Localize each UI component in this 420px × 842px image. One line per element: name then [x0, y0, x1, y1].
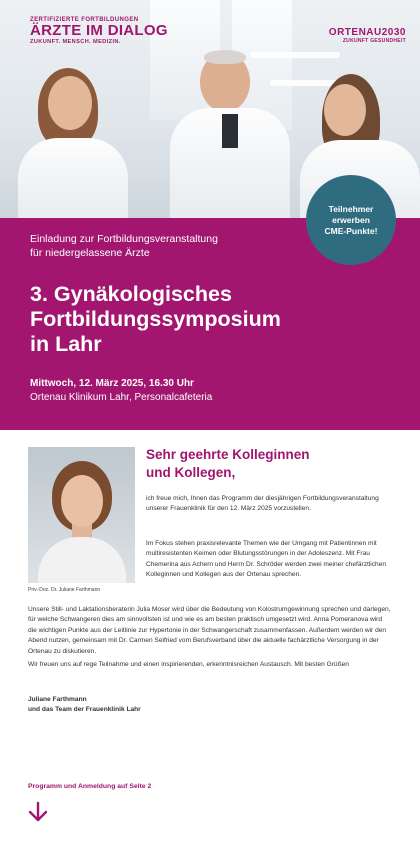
letter-paragraph: Unsere Still- und Laktationsberaterin Julia Moser wird über die Bedeutung von Kolostrumgewinnung sprechen und darlegen, für welche Schwangeren dies am sinnvollsten ist und wie es am besten praktisch umgesetzt wird. Anna Pomeranova wird die wichtigen Punkte aus der Leitlinie zur Hypertonie in der Schwangerschaft zusammenfassen. Außerdem werden wir den Abend nutzen, gemeinsam mit Dr. Carmen Seifried vom Berufsverband über die aktuelle fachärztliche Versorgung in der Ortenau zu diskutieren. — [28, 606, 391, 655]
intro-line: für niedergelassene Ärzte — [30, 247, 150, 259]
ceiling-light — [250, 52, 340, 58]
arrow-down-icon[interactable] — [27, 801, 49, 823]
badge-line: erwerben — [332, 214, 370, 225]
greeting-line: Sehr geehrte Kolleginnen — [146, 447, 310, 462]
signature-team: und das Team der Frauenklinik Lahr — [28, 706, 141, 714]
partner-logo — [329, 27, 406, 44]
cme-points-badge — [306, 175, 396, 265]
letter-greeting — [146, 446, 310, 481]
event-date: Mittwoch, 12. März 2025, 16.30 Uhr — [30, 378, 194, 389]
headline-line: in Lahr — [30, 332, 102, 356]
program-link[interactable]: Programm und Anmeldung auf Seite 2 — [28, 783, 152, 790]
event-venue: Ortenau Klinikum Lahr, Personalcafeteria — [30, 392, 213, 403]
invitation-intro — [30, 232, 330, 260]
partner-tagline: ZUKUNFT GESUNDHEIT — [342, 38, 406, 44]
intro-line: Einladung zur Fortbildungsveranstaltung — [30, 233, 218, 245]
brand-tagline: ZUKUNFT. MENSCH. MEDIZIN. — [30, 39, 121, 45]
headline-line: Fortbildungssymposium — [30, 307, 281, 331]
signature-name: Juliane Farthmann — [28, 696, 87, 703]
greeting-line: und Kollegen, — [146, 464, 236, 480]
event-brand — [30, 17, 168, 45]
event-headline — [30, 282, 370, 357]
brand-title: ÄRZTE IM DIALOG — [30, 22, 168, 39]
brand-kicker: ZERTIFIZIERTE FORTBILDUNGEN — [30, 17, 139, 23]
badge-line: Teilnehmer — [328, 203, 374, 214]
letter-paragraph: Wir freuen uns auf rege Teilnahme und einen inspirierenden, erkenntnisreichen Austausch. Mit besten Grüßen — [28, 661, 349, 668]
letter-signature — [28, 695, 141, 716]
badge-line: CME-Punkte! — [324, 225, 378, 236]
portrait-caption: Priv.-Doz. Dr. Juliane Farthmann — [28, 587, 101, 593]
letter-paragraph: ich freue mich, Ihnen das Programm der diesjährigen Fortbildungsveranstaltung unserer Frauenklinik für den 12. März 2025 vorzustellen. — [146, 495, 379, 513]
ceiling-light — [270, 80, 340, 86]
letter-paragraph: Im Fokus stehen praxisrelevante Themen wie der Umgang mit Patientinnen mit multiresistenten Keimen oder Blutungsstörungen in der Adoleszenz. Mit Frau Chemerina aus Achern und Herrn Dr. Schröder werden zwei meiner chefärztlichen Kolleginnen und Kollegen aus der Ortenau sprechen. — [146, 540, 387, 579]
headline-line: 3. Gynäkologisches — [30, 282, 232, 306]
partner-logo-text: ORTENAU2030 — [328, 27, 406, 38]
author-portrait — [28, 447, 135, 583]
